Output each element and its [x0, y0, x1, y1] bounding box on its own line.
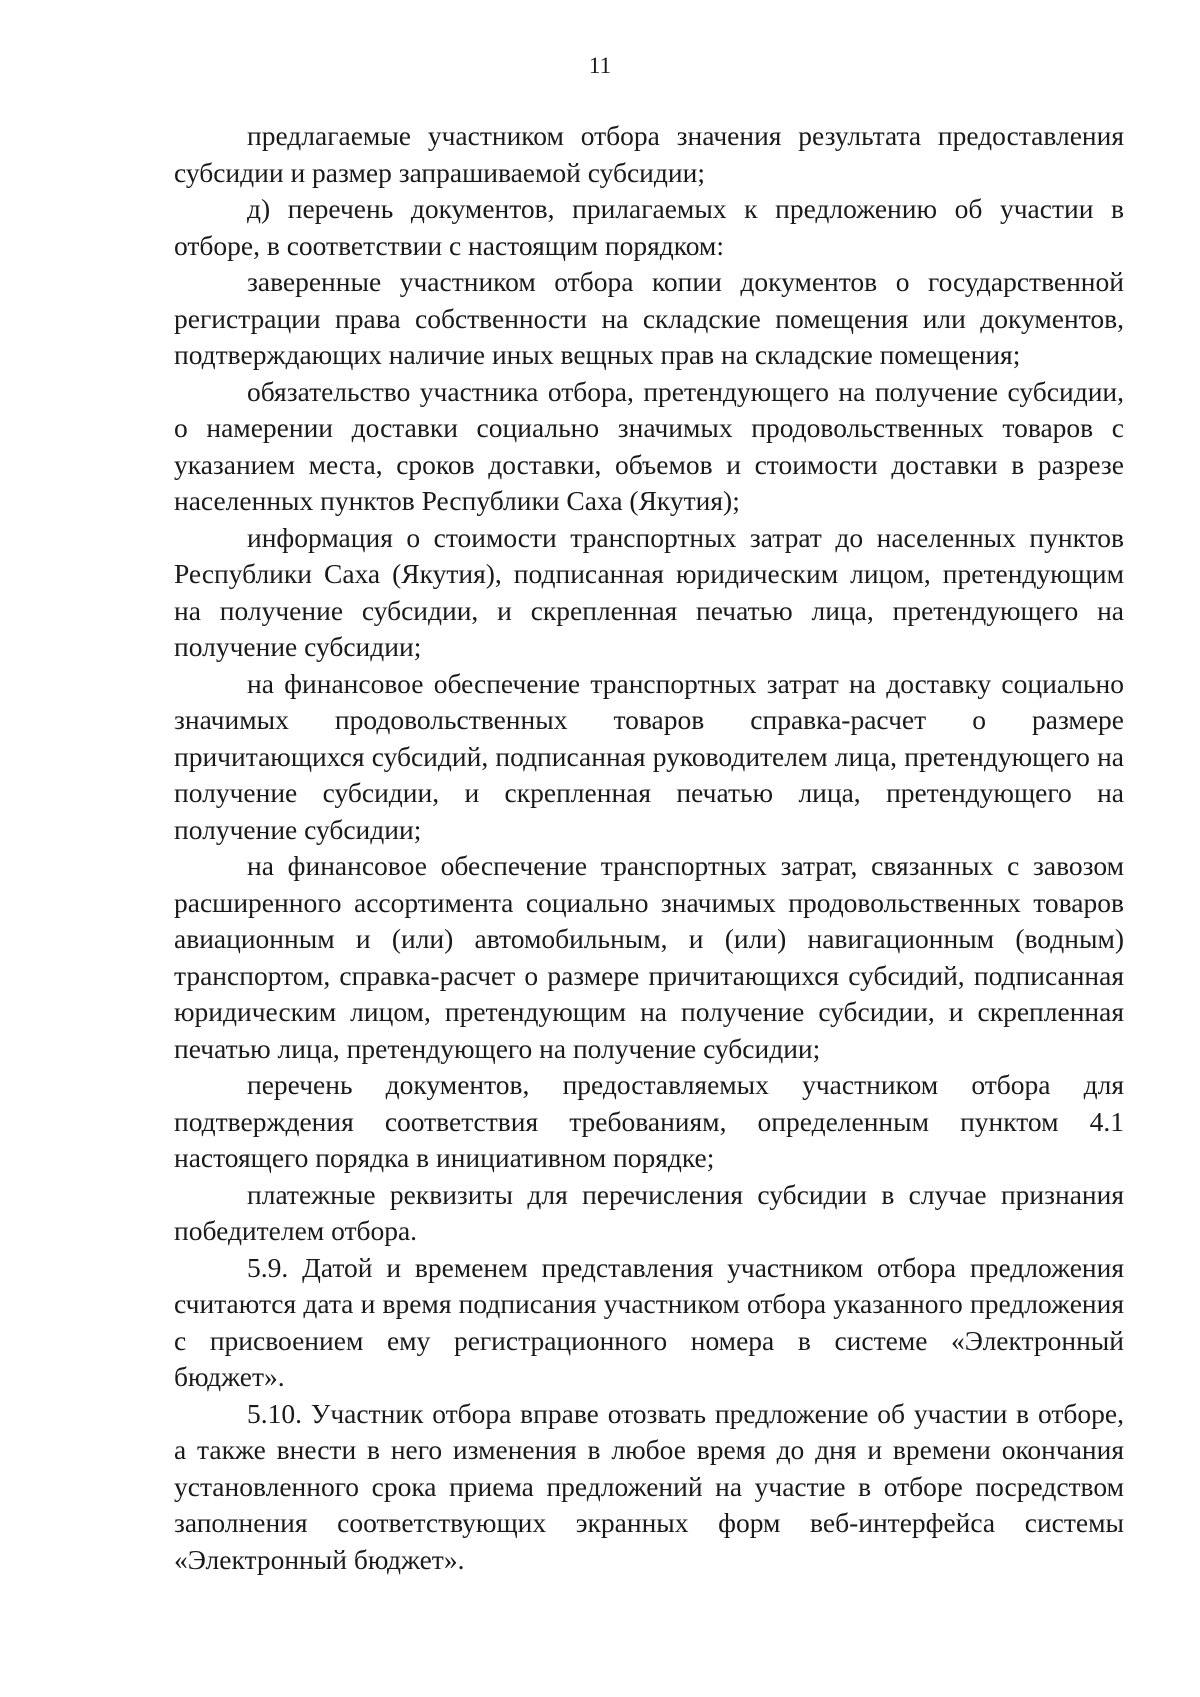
paragraph-delivery-calculation: на финансовое обеспечение транспортных затрат на доставку социально значимых продовольственных товаров справка-расчет о размере причитающихся субсидий, подписанная руководителем лица, претендующего на получение субсидии, и скрепленная печатью лица, претендующего на получение субсидии; — [174, 667, 1124, 845]
paragraph-compliance-documents: перечень документов, предоставляемых участником отбора для подтверждения соответствия требованиям, определенным пунктом 4.1 настоящего порядка в инициативном порядке; — [174, 1069, 1124, 1173]
paragraph-documents-list: д) перечень документов, прилагаемых к предложению об участии в отборе, в соответствии с настоящим порядком: — [174, 193, 1124, 261]
paragraph-clause-5-10: 5.10. Участник отбора вправе отозвать предложение об участии в отборе, а также внести в него изменения в любое время до дня и времени окончания установленного срока приема предложений на участие в отборе посредством заполнения соответствующих экранных форм веб-интерфейса системы «Электронный бюджет». — [174, 1397, 1124, 1575]
paragraph-clause-5-9: 5.9. Датой и временем представления участником отбора предложения считаются дата и время подписания участником отбора указанного предложения с присвоением ему регистрационного номера в системе «Электронный бюджет». — [174, 1251, 1124, 1392]
paragraph-payment-details: платежные реквизиты для перечисления субсидии в случае признания победителем отбора. — [174, 1178, 1124, 1246]
document-body — [174, 118, 1124, 1578]
paragraph-result-values: предлагаемые участником отбора значения результата предоставления субсидии и размер запрашиваемой субсидии; — [174, 120, 1124, 188]
page-number: 11 — [588, 53, 612, 78]
paragraph-delivery-obligation: обязательство участника отбора, претендующего на получение субсидии, о намерении доставки социально значимых продовольственных товаров с указанием места, сроков доставки, объемов и стоимости доставки в разрезе населенных пунктов Республики Саха (Якутия); — [174, 375, 1124, 516]
paragraph-ownership-copies: заверенные участником отбора копии документов о государственной регистрации права собственности на складские помещения или документов, подтверждающих наличие иных вещных прав на складские помещения; — [174, 266, 1124, 370]
paragraph-extended-assortment: на финансовое обеспечение транспортных затрат, связанных с завозом расширенного ассортимента социально значимых продовольственных товаров авиационным и (или) автомобильным, и (или) навигационным (водным) транспортом, справка-расчет о размере причитающихся субсидий, подписанная юридическим лицом, претендующим на получение субсидии, и скрепленная печатью лица, претендующего на получение субсидии; — [174, 850, 1124, 1064]
paragraph-transport-cost-info: информация о стоимости транспортных затрат до населенных пунктов Республики Саха (Якутия), подписанная юридическим лицом, претендующим на получение субсидии, и скрепленная печатью лица, претендующего на получение субсидии; — [174, 521, 1124, 662]
